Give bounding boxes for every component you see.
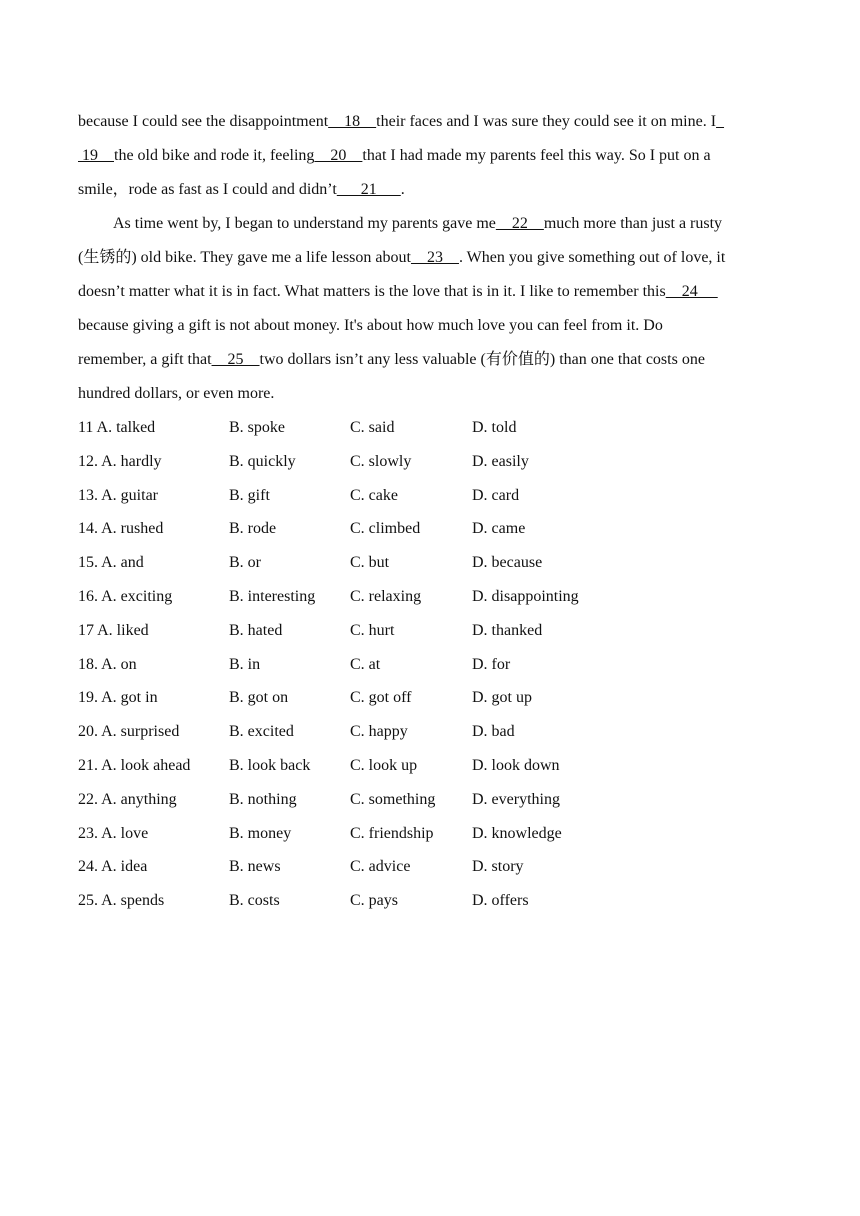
passage-text: the old bike and rode it, feeling: [114, 147, 315, 164]
passage-line: [78, 105, 786, 139]
option-a: 24. A. idea: [78, 858, 148, 876]
passage-text: As time went by, I began to understand my parents gave me: [113, 215, 496, 232]
answer-blank-24: 24: [665, 283, 718, 300]
passage-line: [78, 173, 786, 207]
option-a: 23. A. love: [78, 824, 149, 842]
option-d: D. told: [472, 419, 517, 436]
answer-blank-21: 21: [336, 181, 401, 198]
question-row: [78, 512, 786, 546]
answer-blank-19-start: [716, 113, 724, 130]
passage-text: two dollars isn’t any less valuable (有价值的) than one that costs one: [259, 351, 705, 368]
passage-text: smile，rode as fast as I could and didn’t: [78, 181, 337, 198]
option-a: 12. A. hardly: [78, 452, 162, 470]
option-d: D. easily: [472, 452, 529, 470]
question-row: [78, 648, 786, 682]
option-b: B. gift: [229, 486, 270, 504]
passage-text: hundred dollars, or even more.: [78, 385, 275, 402]
option-d: D. knowledge: [472, 824, 562, 842]
passage-line: [78, 275, 786, 309]
question-row: [78, 783, 786, 817]
option-b: B. nothing: [229, 790, 297, 808]
option-c: C. at: [350, 655, 381, 673]
option-a: 18. A. on: [78, 655, 137, 673]
question-row: [78, 817, 786, 851]
question-options: [78, 411, 786, 918]
passage-line: [78, 241, 786, 275]
option-d: D. thanked: [472, 621, 543, 639]
option-c: C. relaxing: [350, 587, 422, 605]
option-c: C. friendship: [350, 824, 434, 842]
option-b: B. costs: [229, 892, 280, 910]
option-a: 15. A. and: [78, 554, 144, 572]
question-row: [78, 850, 786, 884]
passage: [78, 105, 786, 411]
passage-line: [78, 309, 786, 343]
passage-line: [78, 377, 786, 411]
passage-text: because I could see the disappointment: [78, 113, 329, 130]
option-d: D. card: [472, 486, 520, 504]
option-a: 22. A. anything: [78, 790, 177, 808]
question-row: [78, 546, 786, 580]
option-b: B. interesting: [229, 587, 316, 605]
option-b: B. rode: [229, 520, 277, 538]
question-row: [78, 614, 786, 648]
option-b: B. news: [229, 858, 281, 876]
option-b: B. look back: [229, 756, 311, 774]
answer-blank-22: 22: [495, 215, 544, 232]
option-c: C. something: [350, 790, 436, 808]
option-d: D. bad: [472, 723, 515, 741]
passage-line: [78, 343, 786, 377]
passage-text: because giving a gift is not about money. It's about how much love you can feel from it. Do: [78, 317, 663, 334]
option-a: 13. A. guitar: [78, 486, 158, 504]
question-row: [78, 715, 786, 749]
question-row: [78, 411, 786, 445]
option-c: C. said: [350, 419, 395, 436]
passage-text: .: [400, 181, 405, 198]
option-a: 17 A. liked: [78, 621, 149, 639]
option-b: B. spoke: [229, 419, 285, 436]
option-d: D. look down: [472, 756, 560, 774]
answer-blank-25: 25: [211, 351, 260, 368]
option-b: B. hated: [229, 621, 283, 639]
option-c: C. got off: [350, 689, 412, 707]
option-c: C. climbed: [350, 520, 421, 538]
option-c: C. slowly: [350, 452, 412, 470]
option-b: B. quickly: [229, 452, 296, 470]
option-a: 16. A. exciting: [78, 587, 173, 605]
passage-text: that I had made my parents feel this way. So I put on a: [362, 147, 711, 164]
option-c: C. happy: [350, 723, 408, 741]
passage-line: [78, 139, 786, 173]
option-d: D. came: [472, 520, 526, 538]
option-b: B. money: [229, 824, 292, 842]
option-c: C. hurt: [350, 621, 395, 639]
option-d: D. because: [472, 554, 543, 572]
question-row: [78, 749, 786, 783]
option-d: D. story: [472, 858, 524, 876]
option-a: 25. A. spends: [78, 892, 165, 910]
passage-text: much more than just a rusty: [543, 215, 723, 232]
option-b: B. in: [229, 655, 261, 673]
option-b: B. got on: [229, 689, 289, 707]
passage-text: (生锈的) old bike. They gave me a life lesson about: [78, 249, 411, 266]
option-d: D. got up: [472, 689, 532, 707]
passage-text: remember, a gift that: [78, 351, 212, 368]
option-a: 20. A. surprised: [78, 723, 180, 741]
question-row: [78, 884, 786, 918]
passage-line: [78, 207, 786, 241]
option-c: C. cake: [350, 486, 398, 504]
option-d: D. everything: [472, 790, 560, 808]
option-d: D. disappointing: [472, 587, 579, 605]
answer-blank-19: 19: [78, 147, 114, 164]
question-row: [78, 445, 786, 479]
option-a: 21. A. look ahead: [78, 756, 191, 774]
option-d: D. for: [472, 655, 511, 673]
option-c: C. pays: [350, 892, 398, 910]
question-row: [78, 580, 786, 614]
answer-blank-20: 20: [314, 147, 363, 164]
answer-blank-18: 18: [328, 113, 377, 130]
question-row: [78, 681, 786, 715]
option-a: 19. A. got in: [78, 689, 158, 707]
option-b: B. or: [229, 554, 261, 572]
answer-blank-23: 23: [410, 249, 459, 266]
document-page: [78, 105, 786, 918]
option-c: C. advice: [350, 858, 411, 876]
option-b: B. excited: [229, 723, 294, 741]
passage-text: their faces and I was sure they could see it on mine. I: [376, 113, 717, 130]
passage-text: . When you give something out of love, it: [458, 249, 726, 266]
option-c: C. but: [350, 554, 390, 572]
option-a: 14. A. rushed: [78, 520, 164, 538]
option-a: 11 A. talked: [78, 419, 156, 436]
option-c: C. look up: [350, 756, 418, 774]
option-d: D. offers: [472, 892, 529, 910]
question-row: [78, 479, 786, 513]
passage-text: doesn’t matter what it is in fact. What matters is the love that is in it. I like to remember this: [78, 283, 666, 300]
